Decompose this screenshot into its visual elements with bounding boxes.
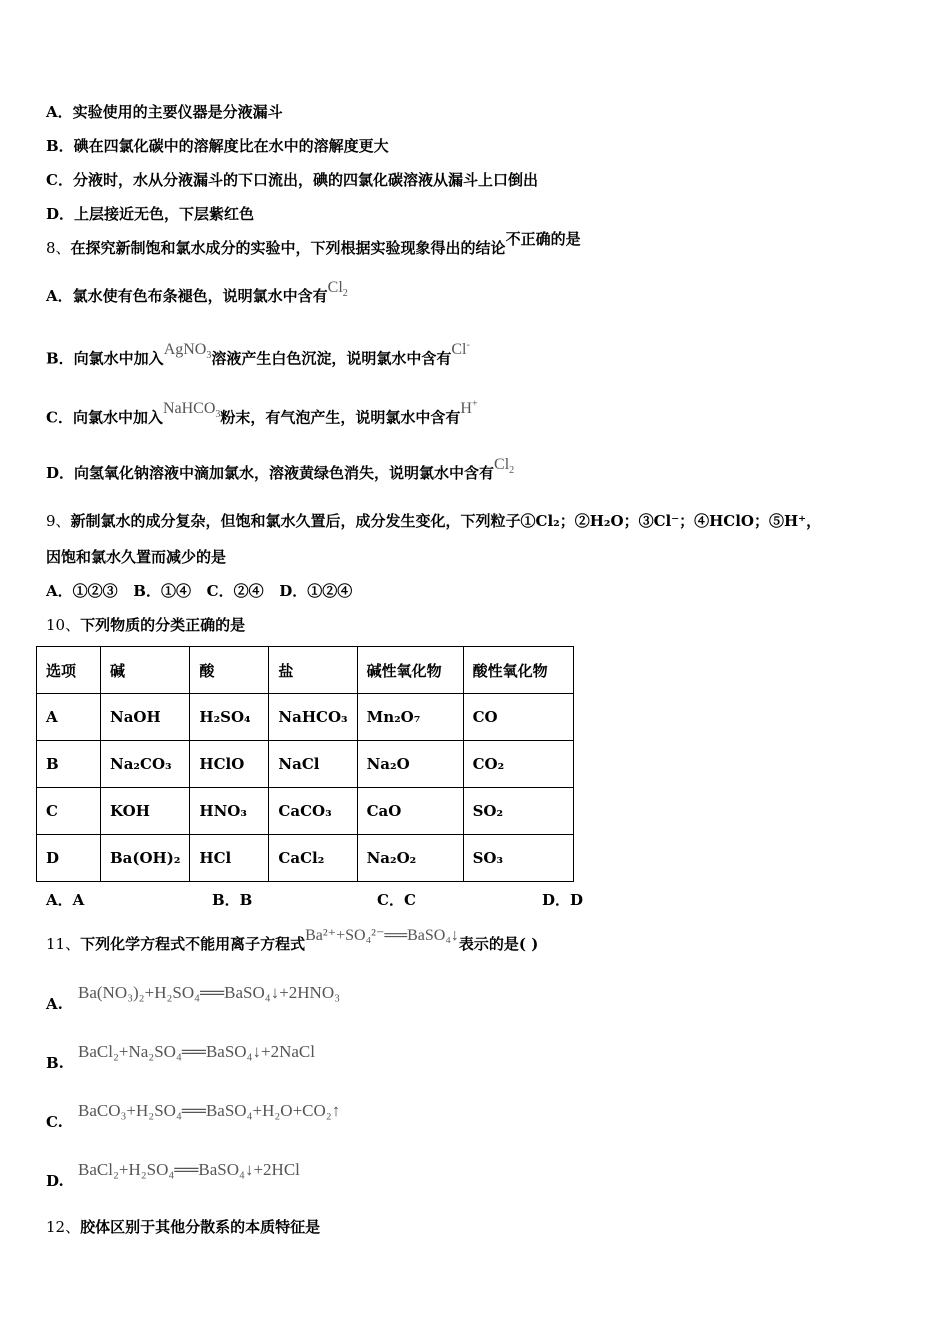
q11-number: 11、 — [46, 935, 81, 953]
table-cell: Na₂O₂ — [357, 835, 463, 882]
q10-stem: 10、下列物质的分类正确的是 — [46, 616, 246, 634]
table-cell: NaCl — [269, 741, 357, 788]
q8-number: 8、 — [46, 239, 71, 257]
table-cell: A — [37, 694, 101, 741]
q7-option-b: B．碘在四氯化碳中的溶解度比在水中的溶解度更大 — [46, 137, 389, 155]
q11-stem: 11、下列化学方程式不能用离子方程式Ba²⁺+SO₄²⁻══BaSO₄↓表示的是( ) — [46, 927, 539, 953]
table-cell: CaCO₃ — [269, 788, 357, 835]
cl2-formula: $Cl_2$ — [327, 279, 348, 300]
table-cell: Na₂O — [357, 741, 463, 788]
table-row — [37, 694, 574, 741]
agno3-formula: AgNO$_3$ — [163, 341, 212, 362]
q7-option-c: C．分液时，水从分液漏斗的下口流出，碘的四氯化碳溶液从漏斗上口倒出 — [46, 171, 538, 189]
q7-option-d: D．上层接近无色，下层紫红色 — [46, 205, 255, 223]
q8-option-c: C．向氯水中加入NaHCO$_3$粉末，有气泡产生，说明氯水中含有H+ — [46, 399, 478, 427]
q11-option-a-letter: A. — [46, 995, 63, 1013]
classification-table — [36, 646, 574, 882]
q8-option-d: D．向氢氧化钠溶液中滴加氯水，溶液黄绿色消失，说明氯水中含有$Cl_2$ — [46, 456, 515, 482]
table-cell: HNO₃ — [190, 788, 269, 835]
table-header: 碱 — [101, 647, 190, 694]
table-row — [37, 835, 574, 882]
q11-option-b-equation: BaCl₂+Na₂SO₄══BaSO₄↓+2NaCl — [78, 1042, 315, 1061]
table-cell: CaO — [357, 788, 463, 835]
chloride-ion: Cl- — [451, 340, 470, 359]
q9-stem-line2: 因饱和氯水久置而减少的是 — [46, 548, 227, 566]
nahco3-formula: NaHCO$_3$ — [162, 400, 221, 421]
table-cell: D — [37, 835, 101, 882]
q11-option-d-letter: D. — [46, 1172, 64, 1190]
q10-answer-c: C．C — [377, 891, 416, 909]
q11-option-a-equation: Ba(NO₃)₂+H₂SO₄══BaSO₄↓+2HNO₃ — [78, 983, 341, 1002]
q10-number: 10、 — [46, 616, 81, 634]
table-cell: Na₂CO₃ — [101, 741, 190, 788]
table-header: 选项 — [37, 647, 101, 694]
table-cell: Ba(OH)₂ — [101, 835, 190, 882]
table-cell: CO₂ — [463, 741, 573, 788]
cl2-formula: $Cl_2$ — [494, 456, 515, 477]
q12-stem: 12、胶体区别于其他分散系的本质特征是 — [46, 1218, 321, 1236]
table-cell: HClO — [190, 741, 269, 788]
table-header: 碱性氧化物 — [357, 647, 463, 694]
table-header: 酸 — [190, 647, 269, 694]
q11-option-b-letter: B. — [46, 1054, 64, 1072]
q10-answer-a: A．A — [46, 891, 85, 909]
q8-stem: 8、在探究新制饱和氯水成分的实验中，下列根据实验现象得出的结论不正确的是 — [46, 230, 581, 257]
q11-option-c-equation: BaCO₃+H₂SO₄══BaSO₄+H₂O+CO₂↑ — [78, 1101, 341, 1120]
table-cell: CO — [463, 694, 573, 741]
q8-option-b: B．向氯水中加入AgNO$_3$溶液产生白色沉淀，说明氯水中含有Cl- — [46, 340, 470, 368]
hydrogen-ion: H+ — [460, 399, 478, 418]
q11-option-d-equation: BaCl₂+H₂SO₄══BaSO₄↓+2HCl — [78, 1160, 300, 1179]
q9-options: A．①②③ B．①④ C．②④ D．①②④ — [46, 582, 353, 600]
q9-stem: 9、新制氯水的成分复杂，但饱和氯水久置后，成分发生变化，下列粒子①Cl₂；②H₂O；③Cl⁻；④HClO；⑤H⁺， — [46, 512, 822, 530]
q8-stem-tail: 不正确的是 — [505, 230, 581, 248]
table-cell: Mn₂O₇ — [357, 694, 463, 741]
q11-option-c-letter: C. — [46, 1113, 63, 1131]
table-cell: NaOH — [101, 694, 190, 741]
table-header: 盐 — [269, 647, 357, 694]
q8-option-a: A．氯水使有色布条褪色，说明氯水中含有$Cl_2$ — [46, 279, 348, 305]
q10-answer-d: D．D — [542, 891, 584, 909]
table-cell: H₂SO₄ — [190, 694, 269, 741]
table-cell: SO₃ — [463, 835, 573, 882]
table-cell: SO₂ — [463, 788, 573, 835]
q7-option-a: A．实验使用的主要仪器是分液漏斗 — [46, 103, 283, 121]
ionic-equation: Ba²⁺+SO₄²⁻══BaSO₄↓ — [305, 927, 459, 944]
table-header-row — [37, 647, 574, 694]
table-cell: HCl — [190, 835, 269, 882]
table-header: 酸性氧化物 — [463, 647, 573, 694]
table-row — [37, 741, 574, 788]
q9-number: 9、 — [46, 512, 71, 530]
table-cell: CaCl₂ — [269, 835, 357, 882]
table-cell: NaHCO₃ — [269, 694, 357, 741]
table-cell: B — [37, 741, 101, 788]
q12-number: 12、 — [46, 1218, 81, 1236]
q10-answer-b: B．B — [212, 891, 253, 909]
table-row — [37, 788, 574, 835]
table-cell: C — [37, 788, 101, 835]
table-cell: KOH — [101, 788, 190, 835]
